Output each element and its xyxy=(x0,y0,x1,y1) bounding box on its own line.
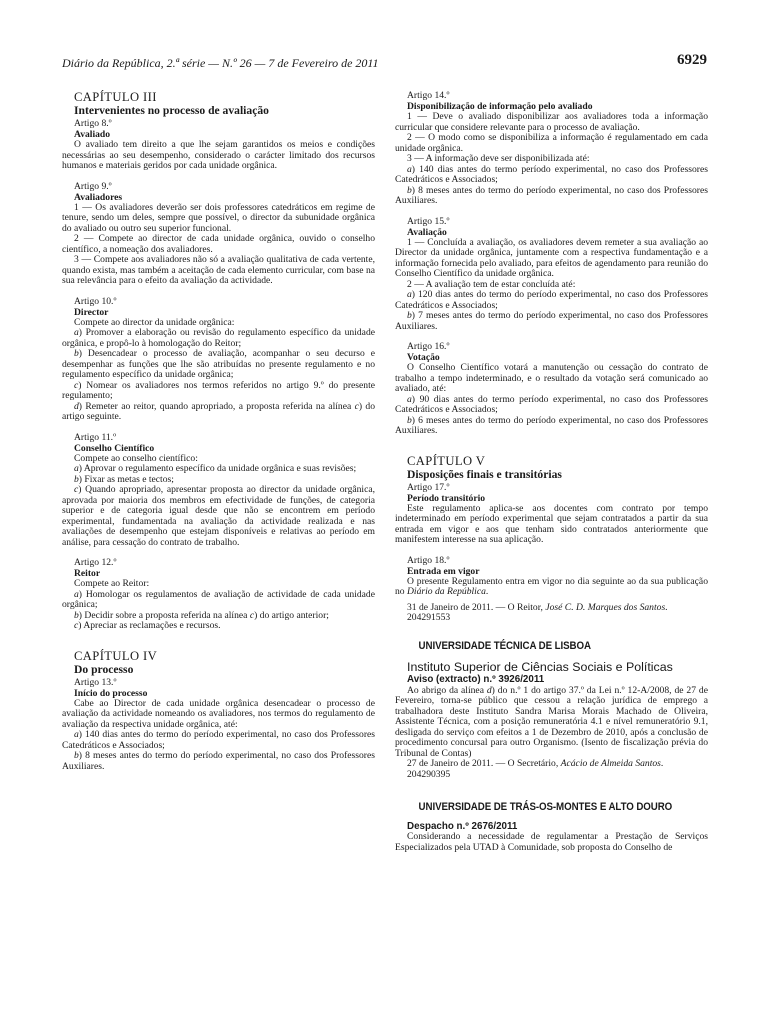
list-item: b) Fixar as metas e tectos; xyxy=(74,473,174,485)
list-item: d) Remeter ao reitor, quando apropriado, a proposta referida na alínea c) do artigo seguinte. xyxy=(62,400,375,422)
university-heading: UNIVERSIDADE TÉCNICA DE LISBOA xyxy=(418,639,591,652)
right-column xyxy=(395,90,708,853)
article-number: Artigo 12.º xyxy=(74,557,117,568)
article-number: Artigo 8.º xyxy=(74,118,112,129)
paragraph: O Conselho Científico votará a manutenção ou cessação do contrato de trabalho a tempo indeterminado, e o resultado da votação será comunicado ao avaliado, até: xyxy=(395,362,708,394)
paragraph: 1 — Deve o avaliado disponibilizar aos avaliadores toda a informação curricular que considere relevante para o processo de avaliação. xyxy=(395,111,708,133)
university-heading: UNIVERSIDADE DE TRÁS-OS-MONTES E ALTO DOURO xyxy=(418,801,673,813)
article-title: Reitor xyxy=(74,568,101,579)
list-item: a) 140 dias antes do termo período experimental, no caso dos Professores Catedráticos e Associados; xyxy=(395,163,708,185)
chapter-title: Intervenientes no processo de avaliação xyxy=(74,104,269,117)
list-item: a) Promover a elaboração ou revisão do regulamento específico da unidade orgânica, e propô-lo à homologação do Reitor; xyxy=(62,327,375,349)
list-item: a) Homologar os regulamentos de avaliação de actividade de cada unidade orgânica; xyxy=(62,588,375,610)
article-title: Conselho Científico xyxy=(74,442,155,454)
list-item: b) Decidir sobre a proposta referida na alínea c) do artigo anterior; xyxy=(74,609,329,621)
article-title: Avaliado xyxy=(74,129,111,140)
article-title: Entrada em vigor xyxy=(407,565,480,577)
list-item: b) 7 meses antes do termo do período experimental, no caso dos Professores Auxiliares. xyxy=(395,310,708,332)
list-item: c) Quando apropriado, apresentar proposta ao director da unidade orgânica, aprovada por maioria dos membros em efectividade de funções, de categoria superior e de categoria igual desde que não se encontrem em período experimental, fundamentada na avaliação da actividade realizada e nas avaliações de desempenho que estejam disponíveis e relativas ao período em análise, para cessação do contrato de trabalho. xyxy=(62,484,375,548)
paragraph: 3 — A informação deve ser disponibilizada até: xyxy=(407,153,590,164)
list-item: b) 8 meses antes do termo do período experimental, no caso dos Professores Auxiliares. xyxy=(395,184,708,206)
list-item: c) Nomear os avaliadores nos termos referidos no artigo 9.º do presente regulamento; xyxy=(62,379,375,401)
article-title: Período transitório xyxy=(407,492,486,504)
paragraph: Cabe ao Director de cada unidade orgânica desencadear o processo de avaliação da actividade nomeando os avaliadores, nos termos do regulamento de avaliação da respectiva unidade orgânica, até: xyxy=(62,697,375,730)
paragraph: 1 — Concluída a avaliação, os avaliadores devem remeter a sua avaliação ao Director da unidade orgânica, juntamente com a respectiva fundamentação e a informação fornecida pelo avaliado, para efeitos de agendamento para reunião do Conselho Científico da unidade orgânica. xyxy=(395,236,708,279)
document-code: 204291553 xyxy=(407,612,451,623)
article-number: Artigo 18.º xyxy=(407,554,450,566)
paragraph: O presente Regulamento entra em vigor no dia seguinte ao da sua publicação no Diário da República. xyxy=(395,575,708,597)
paragraph: Compete ao Reitor: xyxy=(74,578,150,589)
paragraph: Este regulamento aplica-se aos docentes com contrato por tempo indeterminado em período experimental que sejam contratados a partir da sua entrada em vigor e aos que tenham sido contratados anteriormente que manifestem interesse na sua aplicação. xyxy=(395,502,708,545)
article-number: Artigo 17.º xyxy=(407,481,450,493)
paragraph: Considerando a necessidade de regulamentar a Prestação de Serviços Especializados pela UTAD à Comunidade, sob proposta do Conselho de xyxy=(395,831,708,853)
page-header xyxy=(62,52,707,76)
article-number: Artigo 15.º xyxy=(407,215,450,227)
article-number: Artigo 14.º xyxy=(407,90,450,101)
article-number: Artigo 10.º xyxy=(74,295,117,307)
signature-line: 27 de Janeiro de 2011. — O Secretário, Acácio de Almeida Santos. xyxy=(407,758,664,769)
list-item: a) 120 dias antes do termo do período experimental, no caso dos Professores Catedráticos e Associados; xyxy=(395,289,708,311)
document-code: 204290395 xyxy=(407,768,451,780)
paragraph: 1 — Os avaliadores deverão ser dois professores catedráticos em regime de tenure, sendo um deles, sempre que possível, o director da subunidade orgânica do avaliado ou outro seu superior funcional. xyxy=(62,201,375,234)
institute-heading: Instituto Superior de Ciências Sociais e Políticas xyxy=(407,660,673,674)
paragraph: 2 — O modo como se disponibiliza a informação é regulamentado em cada unidade orgânica. xyxy=(395,132,708,154)
list-item: b) 6 meses antes do termo do período experimental, no caso dos Professores Auxiliares. xyxy=(395,414,708,436)
article-number: Artigo 9.º xyxy=(74,180,112,192)
paragraph: O avaliado tem direito a que lhe sejam garantidos os meios e condições necessárias ao seu desempenho, considerado o carácter limitado dos recursos humanos e materiais geridos por cada unidade orgânica. xyxy=(62,139,375,171)
article-title: Avaliação xyxy=(407,226,447,238)
chapter-title: Disposições finais e transitórias xyxy=(407,467,562,481)
paragraph: Compete ao conselho científico: xyxy=(74,452,198,464)
left-column xyxy=(62,90,375,772)
paragraph: 3 — Compete aos avaliadores não só a avaliação qualitativa de cada vertente, quando exista, mas também a aceitação de cada elemento curricular, com base na sua relevância para o efeito da avaliação da actividade. xyxy=(62,254,375,286)
journal-title: Diário da República, 2.ª série — N.º 26 — 7 de Fevereiro de 2011 xyxy=(62,56,379,70)
article-title: Avaliadores xyxy=(74,191,123,203)
article-number: Artigo 16.º xyxy=(407,341,450,352)
page-number: 6929 xyxy=(677,52,707,68)
notice-title: Aviso (extracto) n.º 3926/2011 xyxy=(407,674,545,685)
article-title: Votação xyxy=(407,352,440,363)
list-item: b) Desencadear o processo de avaliação, acompanhar o seu decurso e desempenhar as funções que lhe são atribuídas no presente regulamento e no regulamento específico da unidade orgânica; xyxy=(62,348,375,380)
signature-line: 31 de Janeiro de 2011. — O Reitor, José C. D. Marques dos Santos. xyxy=(407,601,668,613)
article-title: Director xyxy=(74,306,109,318)
paragraph: 2 — Compete ao director de cada unidade orgânica, ouvido o conselho científico, a nomeação dos avaliadores. xyxy=(62,233,375,255)
chapter-heading: CAPÍTULO V xyxy=(407,453,486,468)
notice-title: Despacho n.º 2676/2011 xyxy=(407,820,518,832)
chapter-heading: CAPÍTULO III xyxy=(74,90,157,104)
list-item: a) 90 dias antes do termo período experimental, no caso dos Professores Catedráticos e Associados; xyxy=(395,393,708,415)
article-title: Disponibilização de informação pelo avaliado xyxy=(407,101,593,112)
paragraph: Ao abrigo da alínea d) do n.º 1 do artigo 37.º da Lei n.º 12-A/2008, de 27 de Fevereiro, torna-se público que cessou a relação jurídica de emprego a trabalhadora deste Instituto Sandra Marisa Morais Machado de Oliveira, Assistente Técnica, com a posição remuneratória 4.1 e nível remuneratório 9.1, desligada do serviço com efeitos a 1 de Dezembro de 2010, após a conclusão de procedimento concursal para outro Organismo. (Isento de fiscalização prévia do Tribunal de Contas) xyxy=(395,684,708,759)
chapter-title: Do processo xyxy=(74,662,134,676)
list-item: a) Aprovar o regulamento específico da unidade orgânica e suas revisões; xyxy=(74,463,357,474)
list-item: c) Apreciar as reclamações e recursos. xyxy=(74,620,221,631)
article-title: Início do processo xyxy=(74,687,148,699)
list-item: b) 8 meses antes do termo do período experimental, no caso dos Professores Auxiliares. xyxy=(62,750,375,772)
article-number: Artigo 11.º xyxy=(74,431,117,443)
chapter-heading: CAPÍTULO IV xyxy=(74,648,158,663)
list-item: a) 140 dias antes do termo do período experimental, no caso dos Professores Catedráticos e Associados; xyxy=(62,729,375,751)
paragraph: Compete ao director da unidade orgânica: xyxy=(74,316,235,328)
paragraph: 2 — A avaliação tem de estar concluída até: xyxy=(407,278,576,290)
article-number: Artigo 13.º xyxy=(74,676,117,688)
